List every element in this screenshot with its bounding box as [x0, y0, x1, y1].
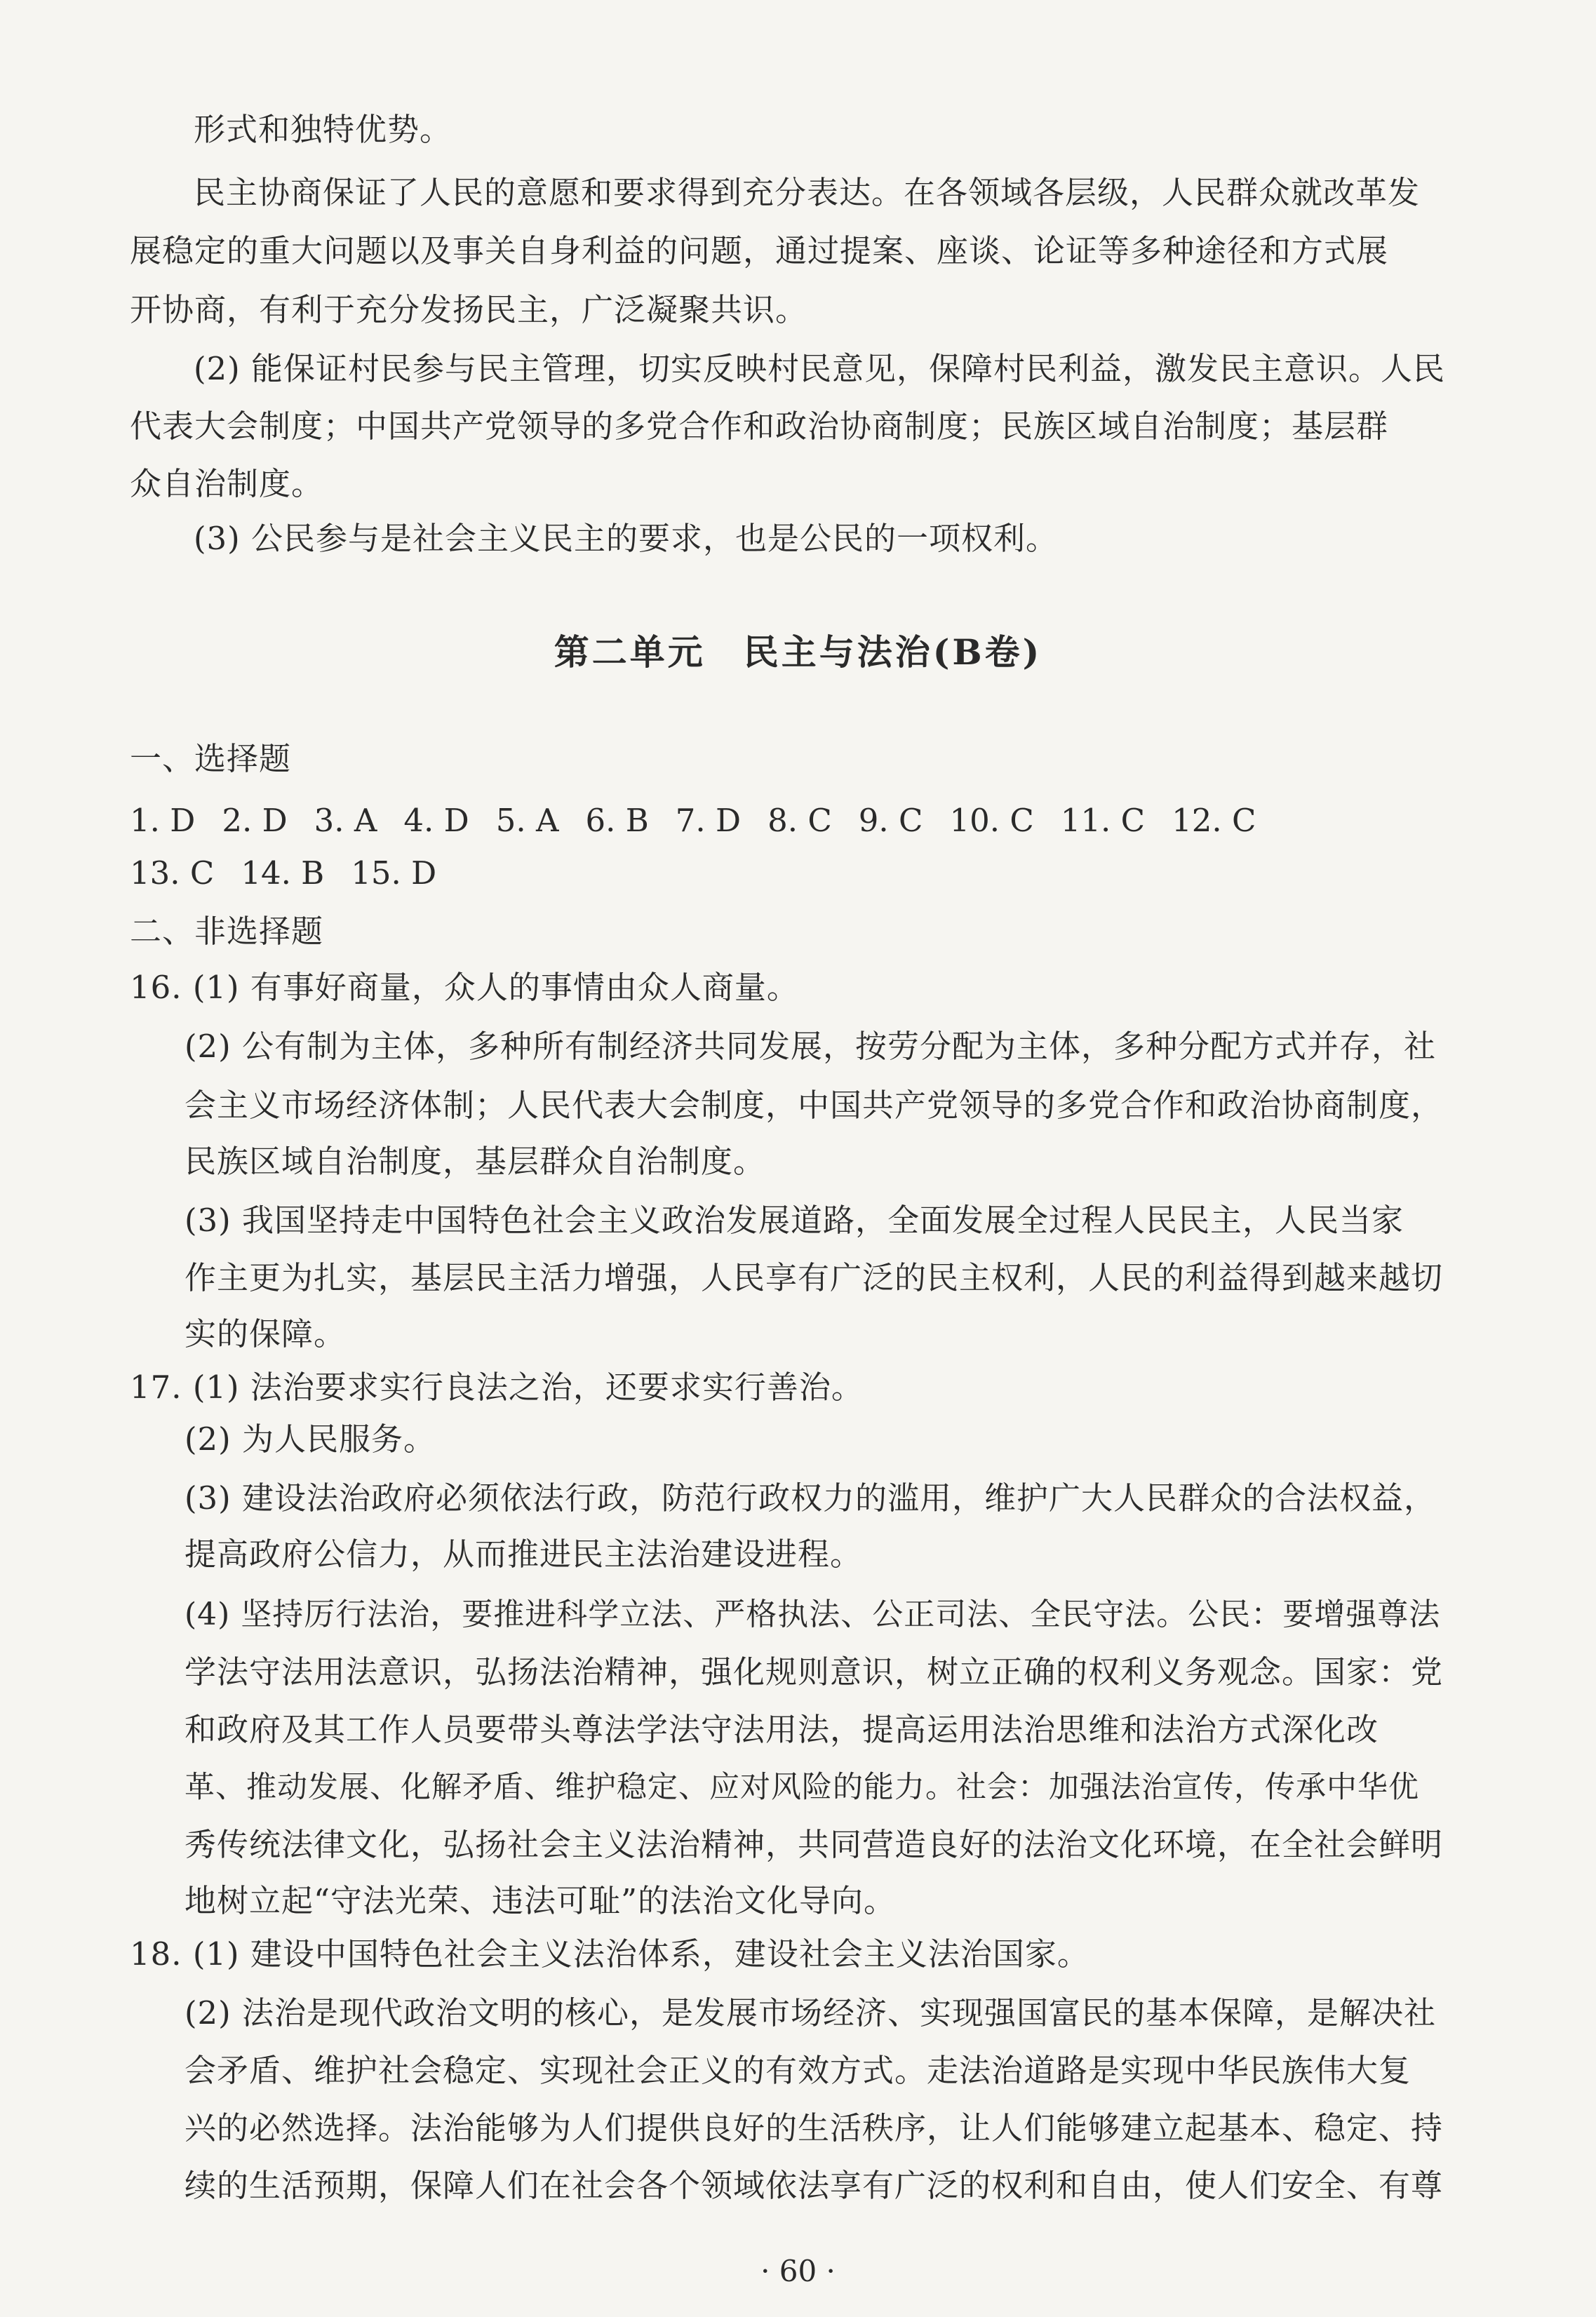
answer-item: 10. C	[949, 802, 1034, 839]
answer-item: 11. C	[1060, 802, 1146, 839]
q16-line: 16. (1) 有事好商量，众人的事情由众人商量。	[130, 969, 799, 1006]
part2-heading: 二、非选择题	[130, 913, 324, 950]
answer-item: 6. B	[585, 802, 649, 839]
q17-line: (2) 为人民服务。	[185, 1421, 436, 1458]
text-line: 展稳定的重大问题以及事关自身利益的问题，通过提案、座谈、论证等多种途径和方式展	[130, 232, 1389, 269]
answer-item: 8. C	[767, 802, 832, 839]
q17-line: 革、推动发展、化解矛盾、维护稳定、应对风险的能力。社会：加强法治宣传，传承中华优	[185, 1770, 1419, 1805]
q17-line: 提高政府公信力，从而推进民主法治建设进程。	[185, 1536, 863, 1573]
q17-line: 秀传统法律文化，弘扬社会主义法治精神，共同营造良好的法治文化环境，在全社会鲜明	[185, 1826, 1444, 1863]
text-line: 形式和独特优势。	[194, 111, 452, 148]
q17-line: 和政府及其工作人员要带头尊法学法守法用法，提高运用法治思维和法治方式深化改	[185, 1711, 1379, 1748]
answer-item: 9. C	[858, 802, 923, 839]
answer-item: 13. C	[130, 854, 215, 892]
answer-item: 14. B	[241, 854, 325, 892]
text-line: 民主协商保证了人民的意愿和要求得到充分表达。在各领域各层级，人民群众就改革发	[194, 174, 1421, 211]
q16-line: 会主义市场经济体制；人民代表大会制度，中国共产党领导的多党合作和政治协商制度，	[185, 1087, 1444, 1124]
text-line: 开协商，有利于充分发扬民主，广泛凝聚共识。	[130, 291, 808, 328]
answer-row-2	[130, 852, 463, 894]
text-line: 代表大会制度；中国共产党领导的多党合作和政治协商制度；民族区域自治制度；基层群	[130, 408, 1389, 445]
part1-heading: 一、选择题	[130, 740, 292, 777]
text-line: 众自治制度。	[130, 465, 324, 502]
q16-line: 民族区域自治制度，基层群众自治制度。	[185, 1143, 766, 1180]
q17-line: 地树立起“守法光荣、违法可耻”的法治文化导向。	[185, 1882, 897, 1919]
answer-item: 7. D	[675, 802, 742, 839]
q18-line: (2) 法治是现代政治文明的核心，是发展市场经济、实现强国富民的基本保障，是解决社	[185, 1994, 1437, 2031]
answer-item: 3. A	[314, 802, 377, 839]
text-line: (2) 能保证村民参与民主管理，切实反映村民意见，保障村民利益，激发民主意识。人民	[194, 350, 1446, 387]
q16-line: (2) 公有制为主体，多种所有制经济共同发展，按劳分配为主体，多种分配方式并存，社	[185, 1028, 1437, 1065]
answer-item: 2. D	[222, 802, 288, 839]
q17-line: (3) 建设法治政府必须依法行政，防范行政权力的滥用，维护广大人民群众的合法权益，	[185, 1479, 1437, 1517]
answer-item: 4. D	[403, 802, 469, 839]
answer-item: 12. C	[1172, 802, 1256, 839]
section-title: 第二单元 民主与法治(B卷)	[554, 631, 1042, 673]
page-number: · 60 ·	[760, 2254, 836, 2288]
q18-line: 续的生活预期，保障人们在社会各个领域依法享有广泛的权利和自由，使人们安全、有尊	[185, 2167, 1444, 2204]
q17-line: 学法守法用法意识，弘扬法治精神，强化规则意识，树立正确的权利义务观念。国家：党	[185, 1653, 1444, 1691]
answer-item: 1. D	[130, 802, 196, 839]
q18-line: 会矛盾、维护社会稳定、实现社会正义的有效方式。走法治道路是实现中华民族伟大复	[185, 2052, 1411, 2089]
q16-line: (3) 我国坚持走中国特色社会主义政治发展道路，全面发展全过程人民民主，人民当家	[185, 1202, 1404, 1239]
q17-line: (4) 坚持厉行法治，要推进科学立法、严格执法、公正司法、全民守法。公民：要增强尊法	[185, 1597, 1441, 1632]
q16-line: 作主更为扎实，基层民主活力增强，人民享有广泛的民主权利，人民的利益得到越来越切	[185, 1259, 1444, 1296]
answer-row-1	[130, 800, 1282, 842]
q16-line: 实的保障。	[185, 1315, 347, 1352]
q18-line: 18. (1) 建设中国特色社会主义法治体系，建设社会主义法治国家。	[130, 1935, 1089, 1973]
q18-line: 兴的必然选择。法治能够为人们提供良好的生活秩序，让人们能够建立起基本、稳定、持	[185, 2109, 1444, 2147]
answer-item: 5. A	[495, 802, 559, 839]
answer-item: 15. D	[351, 854, 437, 892]
q17-line: 17. (1) 法治要求实行良法之治，还要求实行善治。	[130, 1369, 864, 1406]
text-line: (3) 公民参与是社会主义民主的要求，也是公民的一项权利。	[194, 520, 1059, 557]
